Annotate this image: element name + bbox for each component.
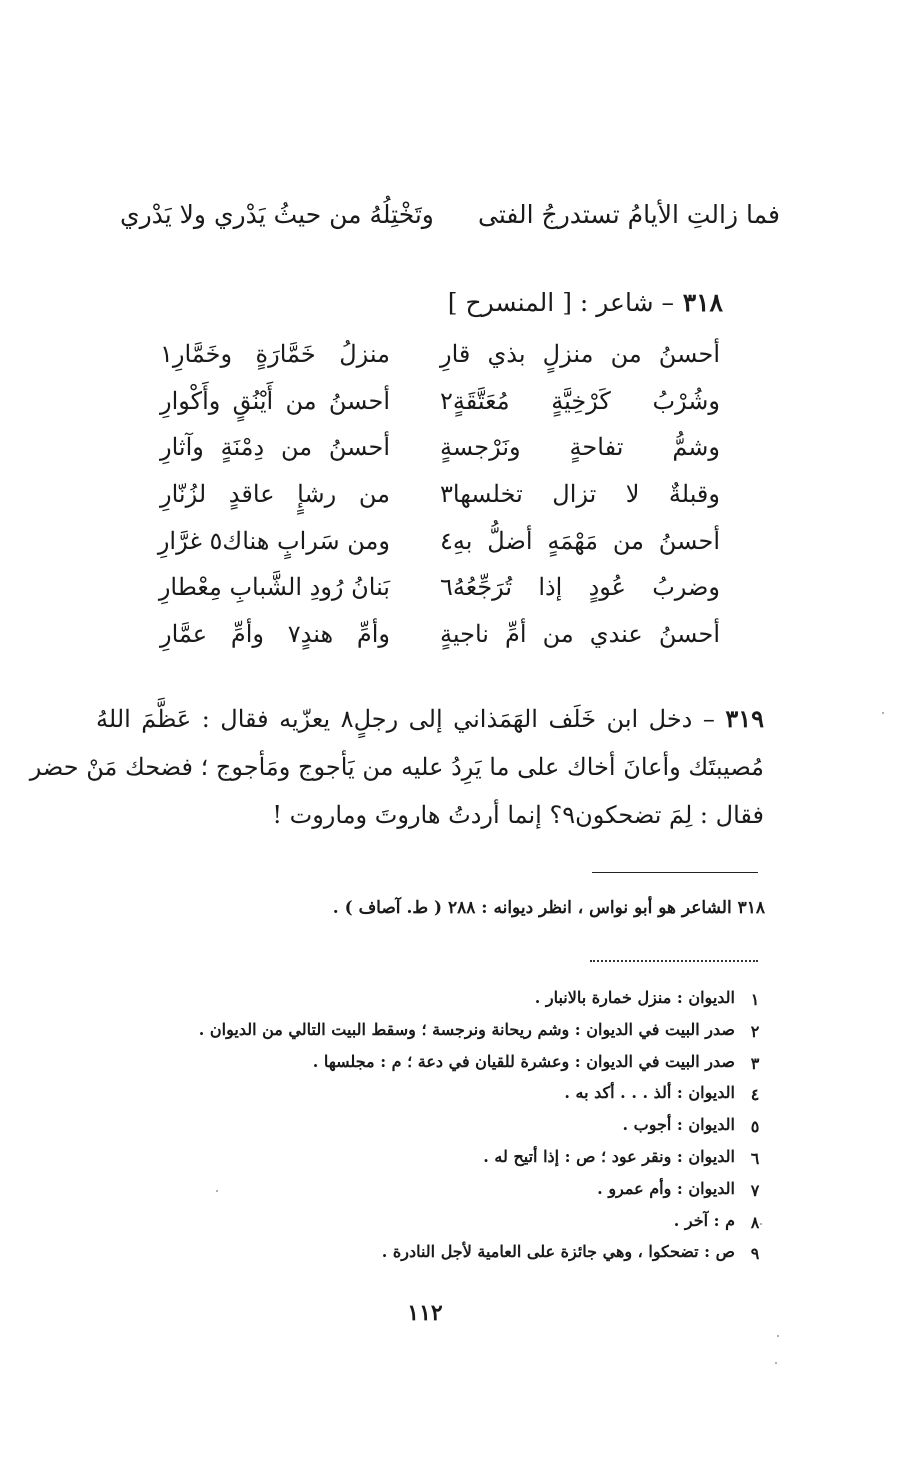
footnote-number: ٨ <box>750 1212 760 1232</box>
scan-speck <box>216 1190 218 1192</box>
poem-line <box>160 340 720 387</box>
paragraph-line: فقال : لِمَ تضحكون٩؟ إنما أردتُ هاروتَ وماروت ! <box>272 801 764 829</box>
footnote <box>125 1179 765 1211</box>
poem-line <box>160 620 720 667</box>
footnote <box>125 988 765 1020</box>
page-number: ١١٢ <box>407 1300 443 1326</box>
paragraph-line: مُصيبتَك وأعانَ أخاك على ما يَرِدُ عليه من يَأجوج ومَأجوج ؛ فضحك مَنْ حضر <box>29 753 764 781</box>
footnote-number: ٩ <box>750 1244 760 1264</box>
footnote-text: الديوان : ألذ . . . أكد به . <box>564 1083 735 1103</box>
footnote-text: الديوان : منزل خمارة بالانبار . <box>534 988 735 1007</box>
footnote <box>125 1242 765 1274</box>
footnote <box>125 1147 765 1179</box>
footnote <box>125 1211 765 1243</box>
poem-first-hemistich: وشُرْبُ كَرْخِيَّةٍ مُعَتَّقَةٍ٢ <box>440 386 720 415</box>
footnote-text: م : آخر . <box>673 1210 735 1230</box>
footnote-number: ٥ <box>750 1117 760 1137</box>
poem-second-hemistich: وأمِّ هندٍ٧ وأمِّ عمَّارِ <box>160 620 390 649</box>
poem-first-hemistich: أحسنُ من مَهْمَهٍ أضلُّ بهِ٤ <box>440 526 720 555</box>
verse-second-hemistich: وتَخْتِلُهُ من حيثُ يَدْري ولا يَدْري <box>120 200 434 229</box>
poem-line <box>160 573 720 620</box>
opening-verse <box>120 200 780 250</box>
footnote-number: ٧ <box>750 1180 760 1200</box>
verse-first-hemistich: فما زالتِ الأيامُ تستدرجُ الفتى <box>478 200 780 229</box>
section-318-heading <box>448 288 723 317</box>
poem-line <box>160 433 720 480</box>
footnotes-list <box>125 988 765 1274</box>
dotted-separator <box>590 960 758 962</box>
poem-318 <box>157 340 720 667</box>
scan-speck <box>760 1223 762 1225</box>
poem-second-hemistich: من رشإٍ عاقدٍ لزُنّارِ <box>160 480 390 509</box>
scan-speck <box>775 1362 777 1364</box>
scan-speck <box>777 1335 779 1337</box>
footnote-number: ٣ <box>750 1053 760 1073</box>
poem-second-hemistich: بَنانُ رُودِ الشَّبابِ مِعْطارِ <box>158 573 390 602</box>
footnote <box>125 1052 765 1084</box>
section-319-number: ٣١٩ <box>725 704 764 733</box>
paragraph-line-text: – دخل ابن خَلَف الهَمَذاني إلى رجلٍ٨ يعزّيه فقال : عَظَّمَ اللهُ <box>96 705 715 733</box>
poem-first-hemistich: أحسنُ عندي من أمِّ ناجيةٍ <box>440 620 720 649</box>
poem-line <box>160 480 720 527</box>
footnote <box>125 1115 765 1147</box>
section-319-paragraph <box>29 695 764 839</box>
footnote <box>125 1083 765 1115</box>
poem-line <box>160 387 720 434</box>
source-note: ٣١٨ الشاعر هو أبو نواس ، انظر ديوانه : ٢٨٨ ( ط. آصاف ) . <box>332 898 765 918</box>
footnote-separator <box>592 872 758 873</box>
footnote <box>125 1020 765 1052</box>
paragraph-line <box>96 695 764 743</box>
footnote-number: ٤ <box>750 1085 760 1105</box>
footnote-number: ١ <box>750 990 760 1009</box>
scan-speck <box>882 712 884 714</box>
footnote-text: صدر البيت في الديوان : وعشرة للقيان في دعة ؛ م : مجلسها . <box>312 1051 735 1071</box>
footnote-number: ٦ <box>750 1148 760 1168</box>
footnote-number: ٢ <box>750 1021 760 1041</box>
poem-second-hemistich: أحسنُ من أَيْنُقٍ وأَكْوارِ <box>160 386 390 415</box>
poem-second-hemistich: أحسنُ من دِمْنَةٍ وآثارِ <box>160 433 390 462</box>
footnote-text: الديوان : أجوب . <box>622 1115 735 1135</box>
poem-first-hemistich: وضربُ عُودٍ إذا تُرَجِّعُهُ٦ <box>440 573 720 602</box>
section-318-number: ٣١٨ <box>682 288 723 317</box>
footnote-text: صدر البيت في الديوان : وشم ريحانة ونرجسة ؛ وسقط البيت التالي من الديوان . <box>198 1019 735 1039</box>
footnote-text: الديوان : وأم عمرو . <box>597 1178 735 1198</box>
section-318-title: – شاعر : [ المنسرح ] <box>447 288 674 317</box>
poem-second-hemistich: ومن سَرابٍ هناك٥ غرَّارِ <box>157 526 390 555</box>
poem-first-hemistich: وقبلةٌ لا تزال تخلسها٣ <box>440 480 720 509</box>
poem-second-hemistich: منزلُ خَمَّارَةٍ وخَمَّارِ١ <box>160 340 390 368</box>
poem-first-hemistich: أحسنُ من منزلٍ بذي قارِ <box>440 340 720 368</box>
footnote-text: ص : تضحكوا ، وهي جائزة على العامية لأجل النادرة . <box>381 1242 735 1262</box>
poem-line <box>157 526 720 574</box>
poem-first-hemistich: وشمُّ تفاحةٍ ونَرْجسةٍ <box>440 433 720 462</box>
footnote-text: الديوان : ونقر عود ؛ ص : إذا أتيح له . <box>483 1146 735 1166</box>
